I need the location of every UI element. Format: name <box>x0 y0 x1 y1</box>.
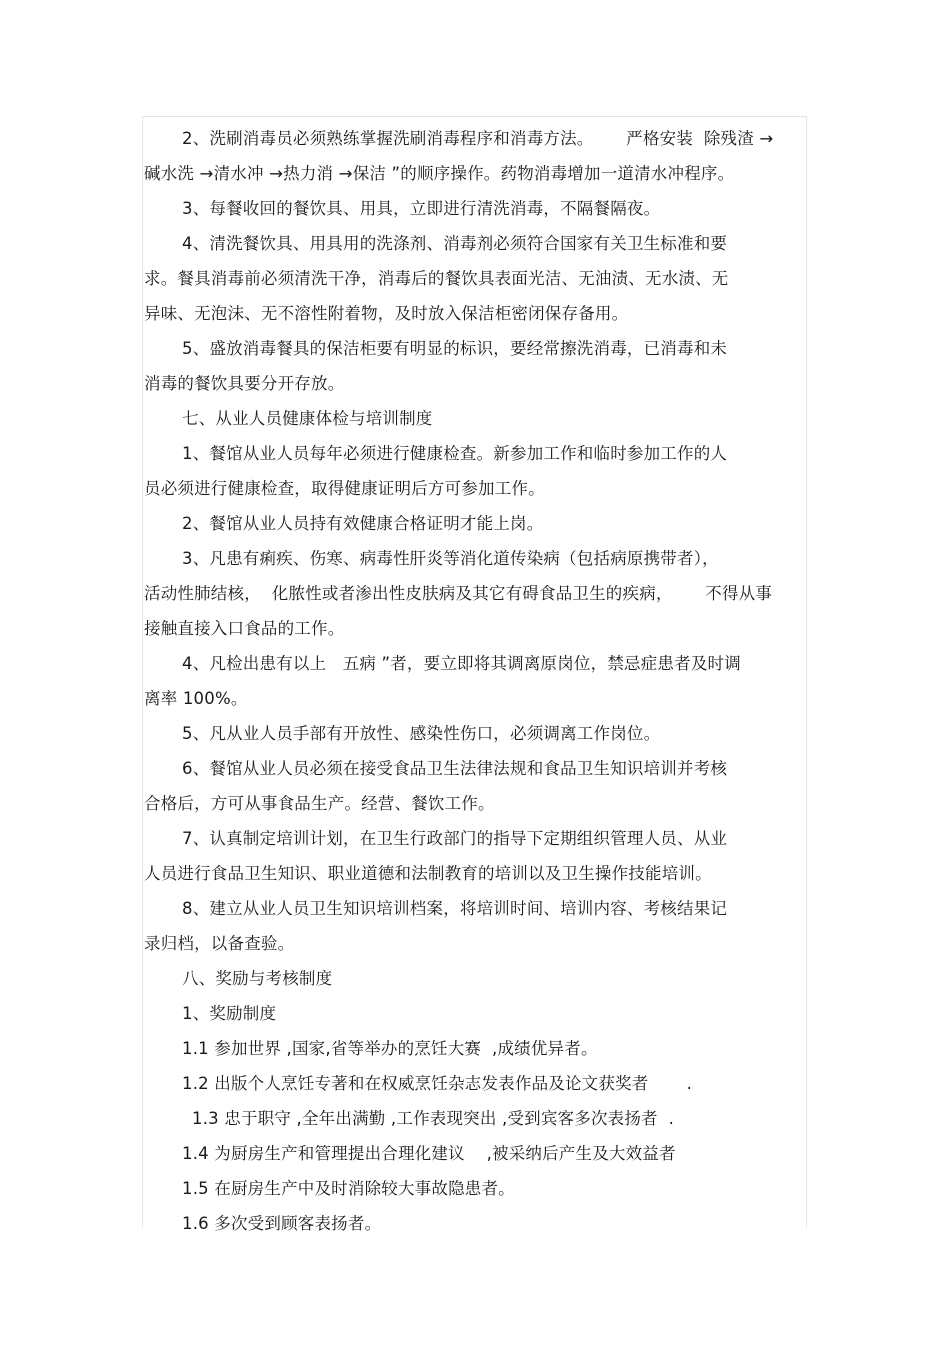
text-line: 7、认真制定培训计划，在卫生行政部门的指导下定期组织管理人员、从业 <box>182 829 728 848</box>
text-line: 2、餐馆从业人员持有效健康合格证明才能上岗。 <box>182 514 544 533</box>
text-line: 消毒的餐饮具要分开存放。 <box>144 374 345 393</box>
list-item: 1.6 多次受到顾客表扬者。 <box>182 1214 382 1233</box>
text-line: 员必须进行健康检查，取得健康证明后方可参加工作。 <box>144 479 545 498</box>
text-line: 8、建立从业人员卫生知识培训档案，将培训时间、培训内容、考核结果记 <box>182 899 728 918</box>
text-line: 求。餐具消毒前必须清洗干净，消毒后的餐饮具表面光洁、无油渍、无水渍、无 <box>144 269 729 288</box>
text-line: 3、凡患有痢疾、伤寒、病毒性肝炎等消化道传染病（包括病原携带者）， <box>182 549 719 568</box>
text-line: 5、凡从业人员手部有开放性、感染性伤口，必须调离工作岗位。 <box>182 724 661 743</box>
page-border-right <box>806 116 807 1228</box>
text-line: 6、餐馆从业人员必须在接受食品卫生法律法规和食品卫生知识培训并考核 <box>182 759 728 778</box>
text-line: 4、凡检出患有以上 五病 ”者，要立即将其调离原岗位，禁忌症患者及时调 <box>182 654 741 673</box>
text-line: 接触直接入口食品的工作。 <box>144 619 345 638</box>
text-line: 5、盛放消毒餐具的保洁柜要有明显的标识，要经常擦洗消毒，已消毒和未 <box>182 339 728 358</box>
text-line: 碱水洗 →清水冲 →热力消 →保洁 ”的顺序操作。药物消毒增加一道清水冲程序。 <box>144 164 735 183</box>
text-line: 人员进行食品卫生知识、职业道德和法制教育的培训以及卫生操作技能培训。 <box>144 864 712 883</box>
page-border-top <box>142 116 807 117</box>
list-item: 1.3 忠于职守 ,全年出满勤 ,工作表现突出 ,受到宾客多次表扬者 . <box>192 1109 675 1128</box>
text-line: 3、每餐收回的餐饮具、用具，立即进行清洗消毒，不隔餐隔夜。 <box>182 199 661 218</box>
text-line: 2、洗刷消毒员必须熟练掌握洗刷消毒程序和消毒方法。 严格安装 除残渣 → <box>182 129 774 148</box>
text-line: 活动性肺结核， 化脓性或者渗出性皮肤病及其它有碍食品卫生的疾病， 不得从事 <box>144 584 773 603</box>
page-border-left <box>142 116 143 1228</box>
list-item: 1.5 在厨房生产中及时消除较大事故隐患者。 <box>182 1179 515 1198</box>
section-heading: 七、从业人员健康体检与培训制度 <box>182 409 433 428</box>
list-item: 1.4 为厨房生产和管理提出合理化建议 ,被采纳后产生及大效益者 <box>182 1144 676 1163</box>
list-item: 1.1 参加世界 ,国家,省等举办的烹饪大赛 ,成绩优异者。 <box>182 1039 598 1058</box>
text-line: 合格后，方可从事食品生产。经营、餐饮工作。 <box>144 794 495 813</box>
list-item: 1.2 出版个人烹饪专著和在权威烹饪杂志发表作品及论文获奖者 . <box>182 1074 693 1093</box>
text-line: 1、餐馆从业人员每年必须进行健康检查。新参加工作和临时参加工作的人 <box>182 444 728 463</box>
text-line: 4、清洗餐饮具、用具用的洗涤剂、消毒剂必须符合国家有关卫生标准和要 <box>182 234 728 253</box>
text-line: 离率 100%。 <box>144 689 248 708</box>
subsection-heading: 1、奖励制度 <box>182 1004 277 1023</box>
section-heading: 八、奖励与考核制度 <box>182 969 333 988</box>
text-line: 异味、无泡沫、无不溶性附着物，及时放入保洁柜密闭保存备用。 <box>144 304 629 323</box>
text-line: 录归档，以备查验。 <box>144 934 295 953</box>
